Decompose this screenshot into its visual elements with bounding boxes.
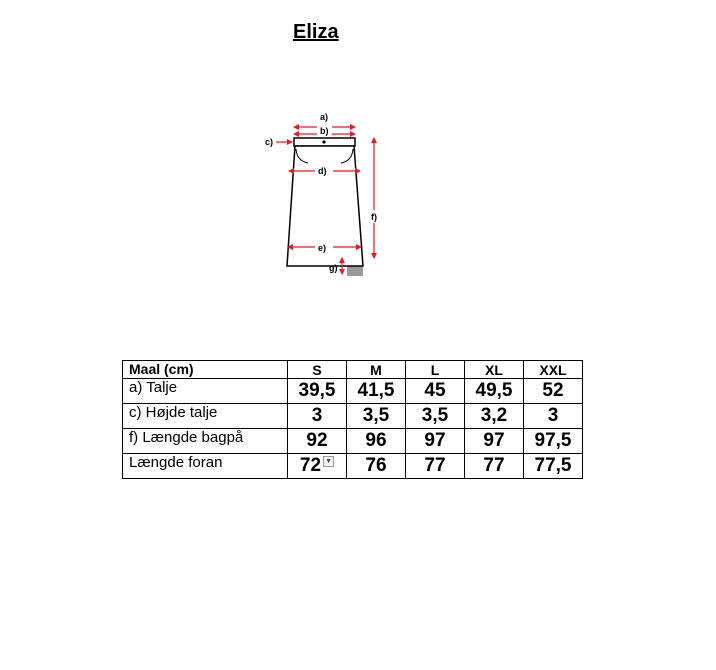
table-cell[interactable]: 92	[288, 429, 347, 454]
waist-button	[322, 140, 325, 143]
row-label: c) Højde talje	[123, 404, 288, 429]
table-cell[interactable]: 77	[465, 454, 524, 479]
label-e: e)	[318, 243, 327, 253]
header-size-m: M	[347, 361, 406, 379]
row-label: a) Talje	[123, 379, 288, 404]
table-cell[interactable]: 39,5	[288, 379, 347, 404]
row-label: Længde foran	[123, 454, 288, 479]
table-cell[interactable]: 3	[288, 404, 347, 429]
header-size-l: L	[406, 361, 465, 379]
row-label: f) Længde bagpå	[123, 429, 288, 454]
label-f: f)	[371, 212, 377, 222]
table-cell[interactable]: 76	[347, 454, 406, 479]
hem-fringe	[348, 266, 362, 276]
table-row	[123, 429, 583, 454]
label-d: d)	[318, 166, 327, 176]
skirt-diagram	[262, 108, 386, 280]
table-cell[interactable]: 77,5	[524, 454, 583, 479]
cell-value: 72	[299, 455, 322, 476]
table-cell[interactable]: 3,5	[406, 404, 465, 429]
table-cell[interactable]: 97,5	[524, 429, 583, 454]
header-size-s: S	[288, 361, 347, 379]
label-b: b)	[320, 126, 329, 136]
table-cell[interactable]: 3,2	[465, 404, 524, 429]
table-cell[interactable]: 96	[347, 429, 406, 454]
label-a: a)	[320, 112, 329, 122]
header-measure: Maal (cm)	[123, 361, 288, 379]
table-header-row	[123, 361, 583, 379]
header-size-xxl: XXL	[524, 361, 583, 379]
chevron-down-icon[interactable]: ▼	[323, 456, 334, 467]
table-row	[123, 454, 583, 479]
label-g: g)	[329, 263, 338, 273]
size-table	[122, 360, 583, 479]
table-cell[interactable]: 77	[406, 454, 465, 479]
header-size-xl: XL	[465, 361, 524, 379]
table-row	[123, 404, 583, 429]
table-cell[interactable]: 97	[406, 429, 465, 454]
table-cell[interactable]: 41,5	[347, 379, 406, 404]
table-cell[interactable]: 3,5	[347, 404, 406, 429]
table-cell[interactable]: 52	[524, 379, 583, 404]
table-cell[interactable]: 3	[524, 404, 583, 429]
table-cell[interactable]: 45	[406, 379, 465, 404]
table-cell-selected[interactable]	[288, 454, 347, 479]
table-row	[123, 379, 583, 404]
table-cell[interactable]: 49,5	[465, 379, 524, 404]
page-title: Eliza	[293, 21, 339, 43]
label-c: c)	[265, 137, 274, 147]
table-cell[interactable]: 97	[465, 429, 524, 454]
